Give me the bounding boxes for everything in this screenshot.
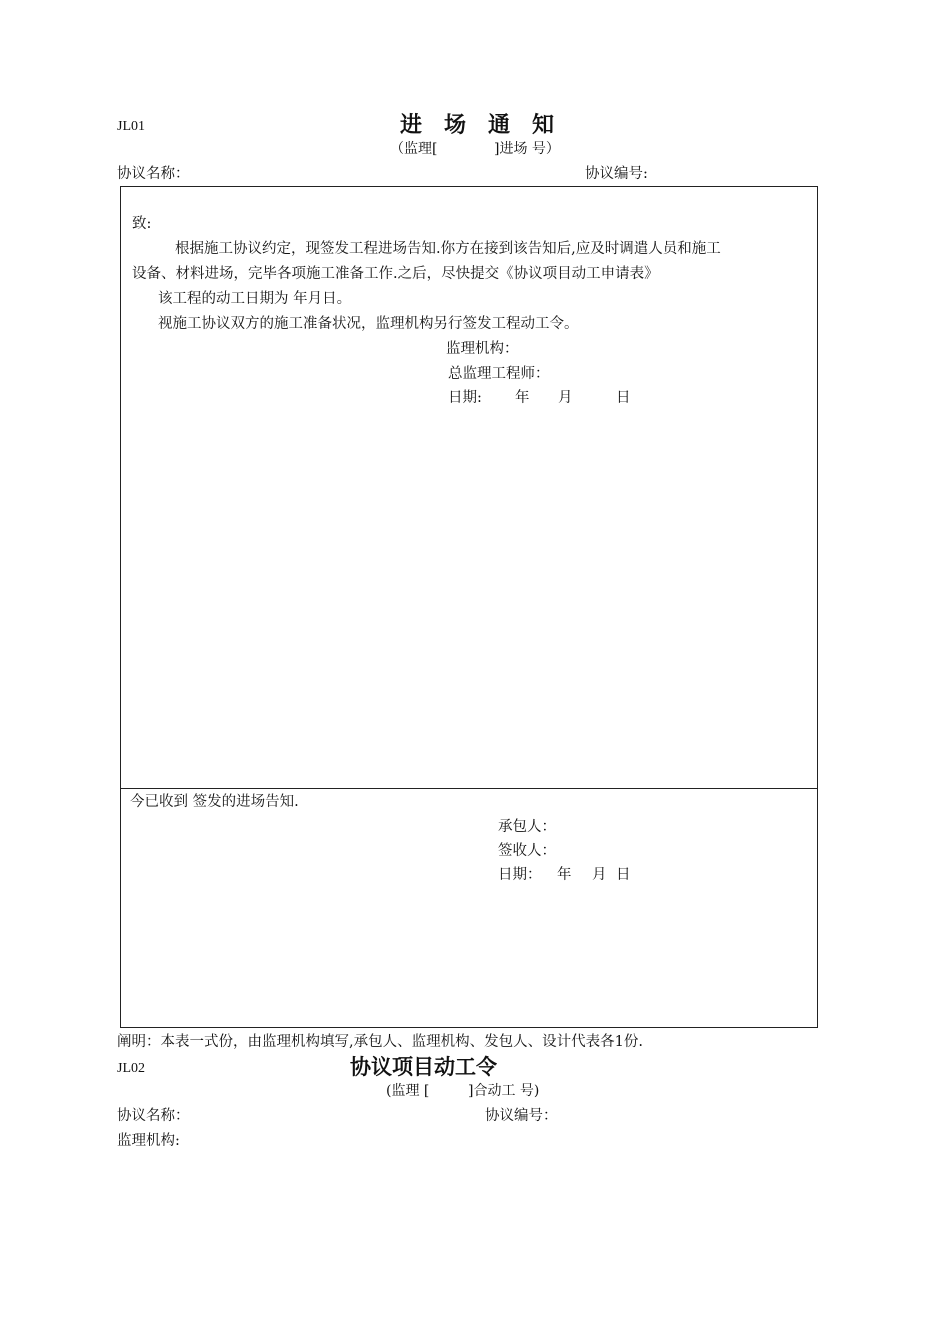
form2-supervisor-org-label: 监理机构: (117, 1133, 180, 1149)
form1-salutation: 致: (132, 216, 152, 232)
form2-contract-no-label: 协议编号： (485, 1108, 558, 1124)
form1-paragraph-1-line-1: 根据施工协议约定，现签发工程进场告知.你方在接到该告知后,应及时调遣人员和施工 (175, 241, 721, 257)
form2-title: 协议项目动工令 (350, 1054, 497, 1079)
form1-date-month: 月 (558, 390, 573, 406)
form1-frame (120, 186, 818, 1028)
form1-chief-engineer-label: 总监理工程师： (448, 366, 550, 382)
form1-receipt-date-label: 日期： (498, 867, 542, 883)
form2-subtitle-right: ]合动工 号) (468, 1083, 540, 1099)
form1-contract-no-label: 协议编号: (585, 166, 648, 182)
form1-paragraph-1-line-2: 设备、材料进场，完毕各项施工准备工作.之后，尽快提交《协议项目动工申请表》 (132, 266, 659, 282)
form1-supervisor-org-label: 监理机构： (446, 341, 519, 357)
form1-subtitle-right: ]进场 号） (494, 141, 560, 157)
form2-subtitle-left: (监理 [ (386, 1083, 430, 1099)
form1-receipt-line: 今已收到 签发的进场告知. (130, 794, 299, 810)
form1-signer-label: 签收人： (498, 843, 556, 859)
form1-title-char-1: 进 (400, 112, 425, 138)
form1-date-day: 日 (616, 390, 631, 406)
form1-subtitle-left: （监理[ (390, 141, 438, 157)
form1-receipt-date-day: 日 (616, 867, 631, 883)
form1-date-label: 日期: (448, 390, 482, 406)
form1-title (400, 114, 556, 136)
form1-title-char-3: 通 (488, 112, 513, 138)
form1-note: 阐明：本表一式份，由监理机构填写,承包人、监理机构、发包人、设计代表各1份. (117, 1034, 643, 1050)
form1-date-year: 年 (515, 390, 530, 406)
form1-section-divider (120, 788, 818, 789)
form2-code: JL02 (117, 1061, 145, 1076)
form1-contract-name-label: 协议名称： (117, 166, 190, 182)
form1-contractor-label: 承包人： (498, 819, 556, 835)
form1-code: JL01 (117, 119, 145, 134)
form1-start-date-line: 该工程的动工日期为 年月日。 (158, 291, 352, 307)
form2-contract-name-label: 协议名称： (117, 1108, 190, 1124)
form1-receipt-date-year: 年 (557, 867, 572, 883)
form1-title-char-2: 场 (444, 112, 469, 138)
form1-title-char-4: 知 (532, 112, 557, 138)
form1-receipt-date-month: 月 (592, 867, 607, 883)
form1-paragraph-3: 视施工协议双方的施工准备状况，监理机构另行签发工程动工令。 (158, 316, 579, 332)
